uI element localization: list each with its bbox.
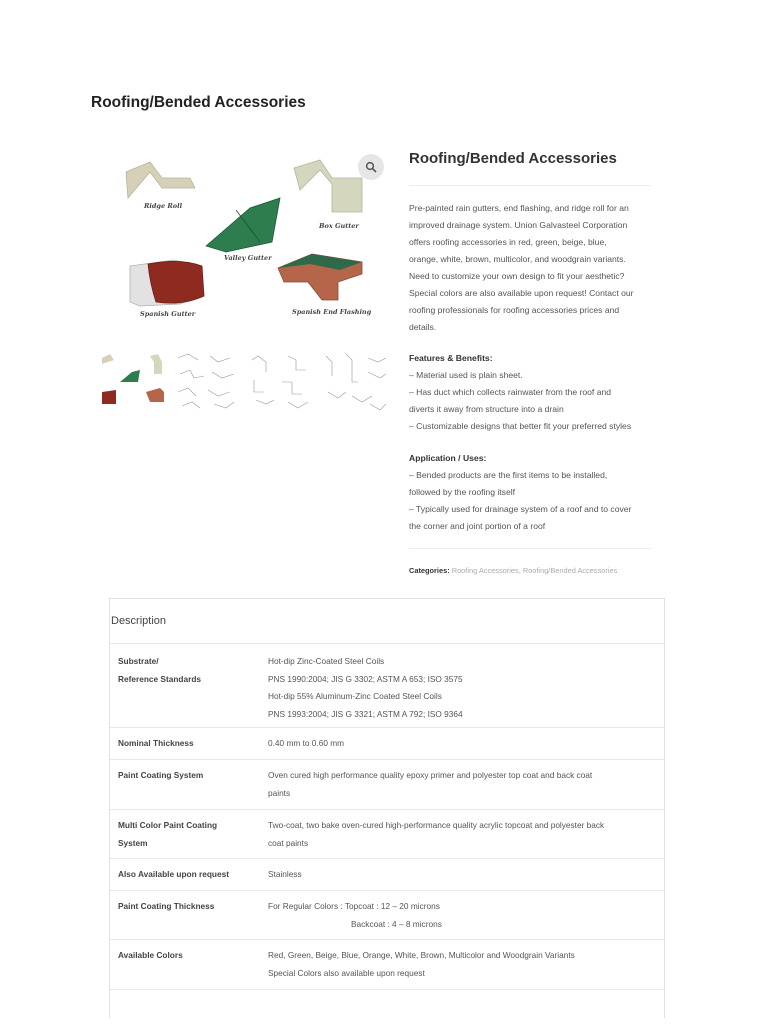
description-line: orange, white, brown, multicolor, and woodgrain variants.: [409, 254, 626, 264]
label-ridge-roll: Ridge Roll: [144, 202, 183, 210]
row-key-line: System: [118, 837, 148, 848]
description-line: offers roofing accessories in red, green, beige, blue,: [409, 237, 607, 247]
description-line: Special colors are also available upon request! Contact our: [409, 288, 634, 298]
row-value-line: Oven cured high performance quality epoxy primer and polyester top coat and back coat: [268, 770, 593, 780]
row-value: [268, 767, 592, 802]
application-line: followed by the roofing itself: [409, 487, 516, 497]
category-link-roofing-bended-accessories[interactable]: Roofing/Bended Accessories: [522, 566, 618, 575]
row-key: [118, 898, 214, 916]
page-title: Roofing/Bended Accessories: [91, 94, 306, 111]
title-divider: [409, 185, 651, 186]
table-row: [110, 858, 664, 890]
table-row: [110, 939, 664, 989]
description-line: Pre-painted rain gutters, end flashing, and ridge roll for an: [409, 203, 629, 213]
row-value: [268, 947, 575, 982]
features-section: [409, 350, 631, 435]
application-section: [409, 450, 631, 535]
application-line: – Bended products are the first items to be installed,: [409, 470, 608, 480]
row-value-line: Backcoat : 4 – 8 microns: [351, 918, 442, 929]
application-line: the corner and joint portion of a roof: [409, 521, 546, 531]
row-key-line: Paint Coating Thickness: [118, 901, 215, 911]
product-description: [409, 200, 634, 336]
thumbnail-4[interactable]: [322, 352, 388, 414]
row-value: [268, 817, 604, 852]
row-key-line: Paint Coating System: [118, 770, 204, 780]
description-table: [109, 598, 665, 1018]
feature-line: – Has duct which collects rainwater from the roof and: [409, 387, 612, 397]
table-row: [110, 643, 664, 727]
row-value-line: Hot-dip 55% Aluminum-Zinc Coated Steel Coils: [268, 691, 442, 701]
thumbnail-strip: [100, 352, 390, 414]
category-link-roofing-accessories[interactable]: Roofing Accessories: [451, 566, 519, 575]
row-value-line: PNS 1993:2004; JIS G 3321; ASTM A 792; ISO 9364: [268, 708, 463, 719]
application-heading: Application / Uses:: [409, 453, 487, 463]
categories: [409, 566, 617, 575]
row-value-line: Red, Green, Beige, Blue, Orange, White, Brown, Multicolor and Woodgrain Variants: [268, 950, 575, 960]
thumbnail-3[interactable]: [248, 352, 314, 414]
row-value-line: Hot-dip Zinc-Coated Steel Coils: [268, 656, 385, 666]
thumbnail-1[interactable]: [100, 352, 166, 414]
row-key-line: Also Available upon request: [118, 869, 229, 879]
feature-line: – Customizable designs that better fit your preferred styles: [409, 421, 632, 431]
feature-line: – Material used is plain sheet.: [409, 370, 523, 380]
row-key-line: Multi Color Paint Coating: [118, 820, 218, 830]
table-row: [110, 809, 664, 858]
row-value-line: PNS 1990:2004; JIS G 3302; ASTM A 653; ISO 3575: [268, 673, 463, 684]
label-spanish-end-flashing: Spanish End Flashing: [292, 308, 372, 316]
row-value-line: Special Colors also available upon request: [268, 967, 425, 978]
table-row: [110, 989, 664, 1019]
table-row: [110, 727, 664, 759]
row-key-line: Nominal Thickness: [118, 738, 194, 748]
features-heading: Features & Benefits:: [409, 353, 493, 363]
description-line: details.: [409, 322, 437, 332]
row-value-line: paints: [268, 787, 291, 798]
categories-label: Categories:: [409, 566, 450, 575]
zoom-button[interactable]: [358, 154, 384, 180]
table-row: [110, 890, 664, 939]
row-key: [118, 817, 217, 852]
row-key: [118, 866, 229, 884]
feature-line: diverts it away from structure into a drain: [409, 404, 564, 414]
row-value-line: Stainless: [268, 869, 302, 879]
row-value: [268, 653, 463, 723]
label-spanish-gutter: Spanish Gutter: [140, 310, 196, 318]
label-valley-gutter: Valley Gutter: [224, 254, 272, 262]
product-main-image[interactable]: [100, 150, 388, 340]
row-key: [118, 947, 183, 965]
label-box-gutter: Box Gutter: [319, 222, 359, 230]
magnifier-icon: [365, 161, 377, 173]
row-value-line: Two-coat, two bake oven-cured high-performance quality acrylic topcoat and polyester back: [268, 820, 605, 830]
product-title: Roofing/Bended Accessories: [409, 150, 617, 167]
row-value: [268, 898, 442, 933]
row-value-line: For Regular Colors : Topcoat : 12 – 20 microns: [268, 901, 440, 911]
row-value: [268, 866, 302, 884]
row-key-line: Reference Standards: [118, 673, 202, 684]
category-separator: ,: [518, 566, 523, 575]
categories-divider: [409, 548, 651, 549]
row-key-line: Available Colors: [118, 950, 183, 960]
thumbnail-2[interactable]: [174, 352, 240, 414]
row-key-line: Substrate/: [118, 656, 159, 666]
application-line: – Typically used for drainage system of a roof and to cover: [409, 504, 632, 514]
row-key: [118, 735, 194, 753]
row-value: [268, 735, 344, 753]
description-line: Need to customize your own design to fit your aesthetic?: [409, 271, 625, 281]
row-key: [118, 653, 201, 688]
table-row: [110, 759, 664, 809]
row-value-line: coat paints: [268, 837, 309, 848]
description-line: improved drainage system. Union Galvasteel Corporation: [409, 220, 628, 230]
row-key: [118, 767, 203, 785]
row-value-line: 0.40 mm to 0.60 mm: [268, 738, 345, 748]
description-heading: Description: [111, 615, 167, 627]
description-line: roofing professionals for roofing accessories prices and: [409, 305, 620, 315]
